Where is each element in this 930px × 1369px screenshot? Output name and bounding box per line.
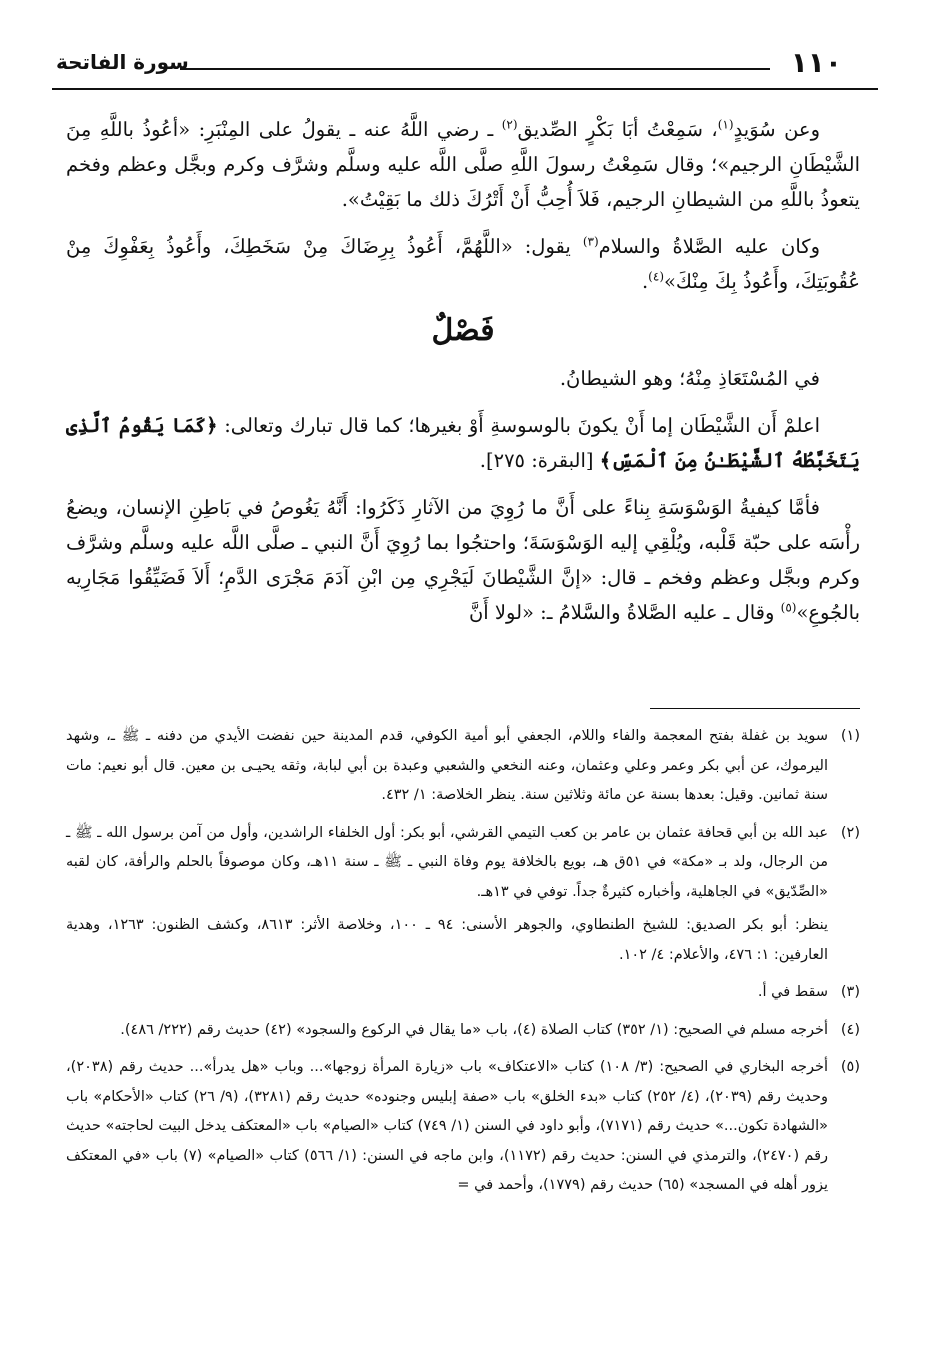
running-header (52, 44, 878, 90)
footnote-number: (٢) (840, 824, 860, 841)
footnote-5 (66, 1053, 860, 1205)
verse-reference: [البقرة: ٢٧٥]. (479, 449, 600, 472)
paragraph-1-text-c: ـ رضي اللَّهُ عنه ـ يقولُ على المِنْبَرِ: «أعُوذُ باللَّهِ مِنَ الشَّيْطَانِ الرجيم»؛ وقال سَمِعْتُ رسولَ اللَّهِ صلَّى اللَّه عليه وسلَّم وشرَّف وكرم وبجَّل وعظم وفخم يتعوذُ باللَّهِ من الشيطانِ الرجيم، فَلاَ أُحِبُّ أَنْ أَتْرُكَ ذلك ما بَقِيْتُ». (66, 118, 860, 211)
footnote-number: (١) (840, 728, 860, 744)
main-text (66, 112, 860, 642)
footnote-ref-5: (٥) (780, 600, 797, 615)
footnote-2 (66, 819, 860, 975)
footnotes (66, 722, 860, 1209)
quran-verse: ﴿كَمَا يَقُومُ ٱلَّذِى يَتَخَبَّطُهُ ٱلشَّيْطَـٰنُ مِنَ ٱلْمَسِّ﴾ (66, 414, 860, 472)
paragraph-5-text-a: فأمَّا كيفيةُ الوَسْوَسَةِ بِناءً على أَنَّ ما رُوِيَ من الآثارِ ذَكَرُوا: أَنَّهُ يَغُوصُ في بَاطِنِ الإنسان، ويضعُ رأْسَه على حبّة قَلْبه، ويُلْقِي إليه الوَسْوَسَةَ؛ واحتجُوا بما رُوِيَ أَنَّ النبي ـ صلَّى اللَّه عليه وسلَّم وشرَّف وكرم وبجَّل وعظم وفخم ـ قال: «إنَّ الشَّيْطانَ لَيَجْرِي مِن ابْنِ آدَمَ مَجْرَى الدَّمِ؛ أَلاَ فَضَيِّقُوا مَجَارِيه بالجُوعِ» (66, 496, 860, 624)
footnote-text: أخرجه مسلم في الصحيح: (١/ ٣٥٢) كتاب الصلاة (٤)، باب «ما يقال في الركوع والسجود» (٤٢) حديث رقم (٢٢٢/ ٤٨٦). (120, 1021, 828, 1038)
footnote-text: ينظر: أبو بكر الصديق: للشيخ الطنطاوي، والجوهر الأسنى: ٩٤ ـ ١٠٠، وخلاصة الأثر: ٨٦١٣، وكشف الظنون: ١٢٦٣، وهدية العارفين: ١: ٤٧٦، والأعلام: ٤/ ١٠٢. (66, 917, 829, 963)
header-divider (52, 88, 878, 90)
footnote-ref-4: (٤) (648, 269, 664, 284)
paragraph-2-text-a: وكان عليه الصَّلاةُ والسلام (598, 235, 820, 258)
footnote-ref-2: (٢) (501, 117, 518, 132)
paragraph-2 (66, 229, 860, 299)
footnote-text: عبد الله بن أبي قحافة عثمان بن عامر بن كعب التيمي القرشي، أبو بكر: أول الخلفاء الراشدين، وأول من آمن برسول الله ـ ﷺ ـ من الرجال، ولد بـ «مكة» في ٥١ق هـ، بويع بالخلافة يوم وفاة النبي ـ ﷺ ـ سنة ١١هـ، وكان موصوفاً بالحلم والرأفة، كان لقبه «الصِّدّيق» في الجاهلية، وأخباره كثيرةٌ جداً. توفي في ١٣هـ. (66, 824, 828, 900)
page-number: ١١٠ (790, 46, 842, 79)
paragraph-2-text-c: . (641, 270, 649, 293)
footnote-text: سقط في أ. (757, 984, 828, 1000)
section-heading: فَصْلٌ (431, 313, 495, 348)
paragraph-5 (66, 490, 860, 630)
footnote-text: أخرجه البخاري في الصحيح: (٣/ ١٠٨) كتاب «الاعتكاف» باب «زيارة المرأة زوجها»... وباب «هل يدرأ»... حديث رقم (٢٠٣٨)، وحديث رقم (٢٠٣٩)، (٤/ ٢٥٢) كتاب «بدء الخلق» باب «صفة إبليس وجنوده» حديث رقم (٣٢٨١)، (٩/ ٢٦) كتاب «الأحكام» باب «الشهادة تكون...» حديث رقم (٧١٧١)، وأبو داود في السنن (١/ ٧٤٩) كتاب «الصيام» باب «المعتكف يدخل البيت لحاجته» حديث رقم (٢٤٧٠)، والترمذي في السنن: حديث رقم (١١٧٢)، وابن ماجه في السنن: (١/ ٥٦٦) كتاب «الصيام» (٧) باب «في المعتكف يزور أهله في المسجد» (٦٥) حديث رقم (١٧٧٩)، وأحمد في = (66, 1059, 829, 1193)
paragraph-1 (66, 112, 860, 217)
paragraph-4 (66, 408, 860, 478)
footnote-separator (650, 708, 860, 709)
footnote-number: (٣) (840, 984, 860, 1000)
paragraph-5-text-b: وقال ـ عليه الصَّلاةُ والسَّلامُ ـ: «لولا أَنَّ (468, 601, 781, 624)
paragraph-3: في المُسْتَعَاذِ مِنْهُ؛ وهو الشيطانُ. (559, 367, 820, 390)
surah-title: سورة الفاتحة (56, 50, 189, 74)
footnote-ref-1: (١) (717, 117, 734, 132)
footnote-1 (66, 722, 860, 815)
footnote-number: (٤) (840, 1021, 860, 1038)
paragraph-1-text-a: وعن سُوَيدٍ (733, 118, 820, 141)
footnote-number: (٥) (840, 1059, 860, 1075)
footnote-4 (66, 1016, 860, 1050)
footnote-text: سويد بن غفلة بفتح المعجمة والفاء واللام، الجعفي أبو أمية الكوفي، قدم المدينة حين نفضت الأيدي من دفنه ـ ﷺ ـ، وشهد اليرموك، عن أبي بكر وعمر وعلي وعثمان، وعنه النخعي والشعبي وعبدة بن أبي لبابة، وثقه يحيـى بن معين. قال أبو نعيم: مات سنة ثمانين. وقيل: بعدها بسنة عن مائة وثلاثين سنة. ينظر الخلاصة: ١/ ٤٣٢. (66, 728, 828, 803)
footnote-3 (66, 978, 860, 1012)
paragraph-2-text-b: يقول: «اللَّهُمَّ، أَعُوذُ بِرِضَاكَ مِنْ سَخَطِكَ، وأَعُوذُ بِعَفْوِكَ مِنْ عُقُوبَتِكَ، وأَعُوذُ بِكَ مِنْكَ» (66, 235, 860, 293)
footnote-ref-3: (٣) (582, 234, 599, 249)
paragraph-1-text-b: ، سَمِعْتُ أبَا بَكْرٍ الصِّديق (517, 118, 718, 141)
paragraph-4-text-a: اعلمْ أَن الشَّيْطَان إما أَنْ يكونَ بالوسوسةِ أَوْ بغيرها؛ كما قال تبارك وتعالى: (217, 414, 820, 437)
header-rule (180, 68, 770, 70)
